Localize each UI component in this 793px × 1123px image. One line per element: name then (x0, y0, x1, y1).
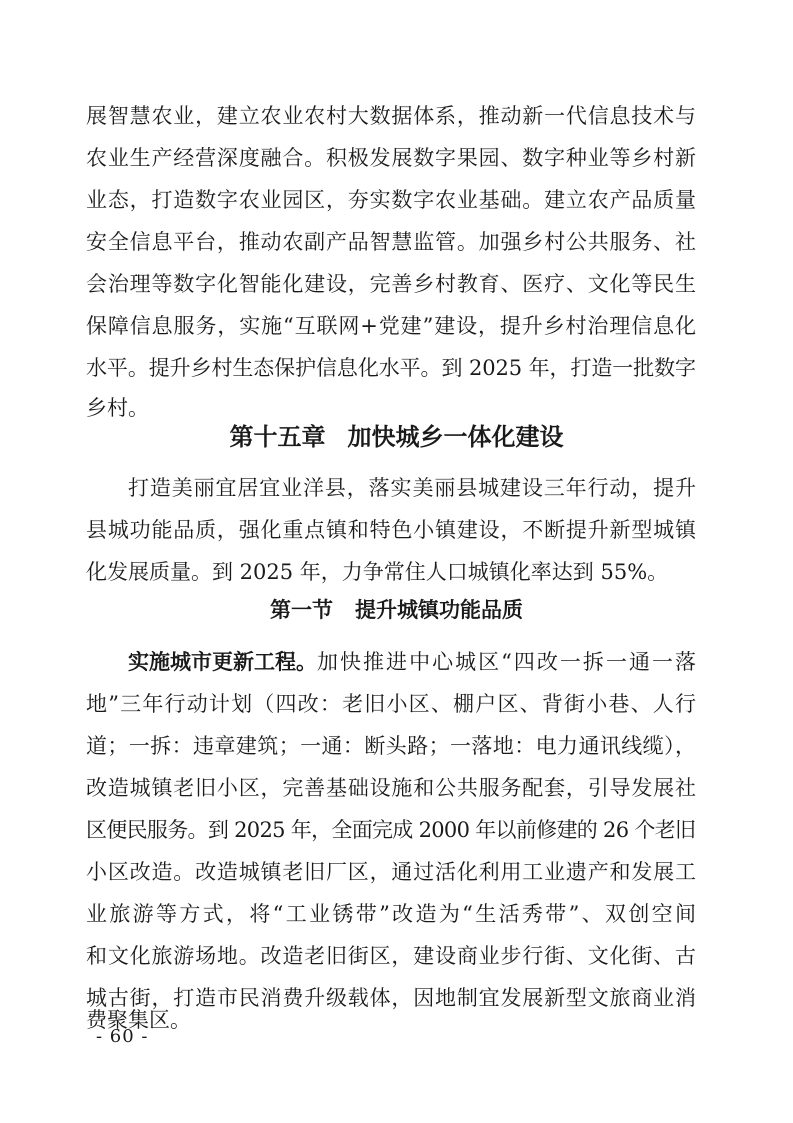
text-line: 县城功能品质，强化重点镇和特色小镇建设，不断提升新型城镇 (86, 518, 697, 542)
paragraph-lead: 实施城市更新工程。 (128, 649, 317, 674)
page-number: - 60 - (96, 1026, 149, 1047)
text-line: 小区改造。改造城镇老旧厂区，通过活化利用工业遗产和发展工 (86, 860, 697, 884)
text-line: 实施城市更新工程。 加快推进中心城区“四改一拆一通一落 (128, 642, 696, 682)
chapter-title: 加快城乡一体化建设 (347, 422, 564, 451)
text-line: 农业生产经营深度融合。积极发展数字果园、数字种业等乡村新 (86, 146, 697, 170)
text-line: 改造城镇老旧小区，完善基础设施和公共服务配套，引导发展社 (86, 776, 697, 800)
text-line: 展智慧农业，建立农业农村大数据体系，推动新一代信息技术与 (86, 104, 697, 128)
text-line: 水平。提升乡村生态保护信息化水平。到 2025 年，打造一批数字 (86, 356, 696, 380)
text-line: 费聚集区。 (86, 1008, 191, 1032)
text-line: 保障信息服务，实施“互联网+党建”建设，提升乡村治理信息化 (86, 314, 697, 338)
text-line: 打造美丽宜居宜业洋县，落实美丽县城建设三年行动，提升 (128, 476, 697, 500)
section-number: 第一节 (270, 597, 333, 622)
text-line: 城古街，打造市民消费升级载体，因地制宜发展新型文旅商业消 (86, 986, 697, 1010)
text-line: 业态，打造数字农业园区，夯实数字农业基础。建立农产品质量 (86, 188, 697, 212)
chapter-heading (0, 415, 793, 459)
text-line: 区便民服务。到 2025 年，全面完成 2000 年以前修建的 26 个老旧 (86, 818, 696, 842)
text-line: 道；一拆：违章建筑；一通：断头路；一落地：电力通讯线缆）， (86, 734, 697, 758)
text-line: 安全信息平台，推动农副产品智慧监管。加强乡村公共服务、社 (86, 230, 697, 254)
text-line: 化发展质量。到 2025 年，力争常住人口城镇化率达到 55%。 (86, 560, 669, 584)
section-title: 提升城镇功能品质 (355, 597, 523, 622)
text-line: 地”三年行动计划（四改：老旧小区、棚户区、背街小巷、人行 (86, 692, 698, 716)
text-line: 和文化旅游场地。改造老旧街区，建设商业步行街、文化街、古 (86, 944, 697, 968)
text-line: 业旅游等方式，将“工业锈带”改造为“生活秀带”、双创空间 (86, 902, 699, 926)
chapter-number: 第十五章 (229, 422, 326, 451)
section-heading (0, 590, 793, 630)
text-line: 乡村。 (86, 396, 149, 420)
text-line: 会治理等数字化智能化建设，完善乡村教育、医疗、文化等民生 (86, 272, 697, 296)
